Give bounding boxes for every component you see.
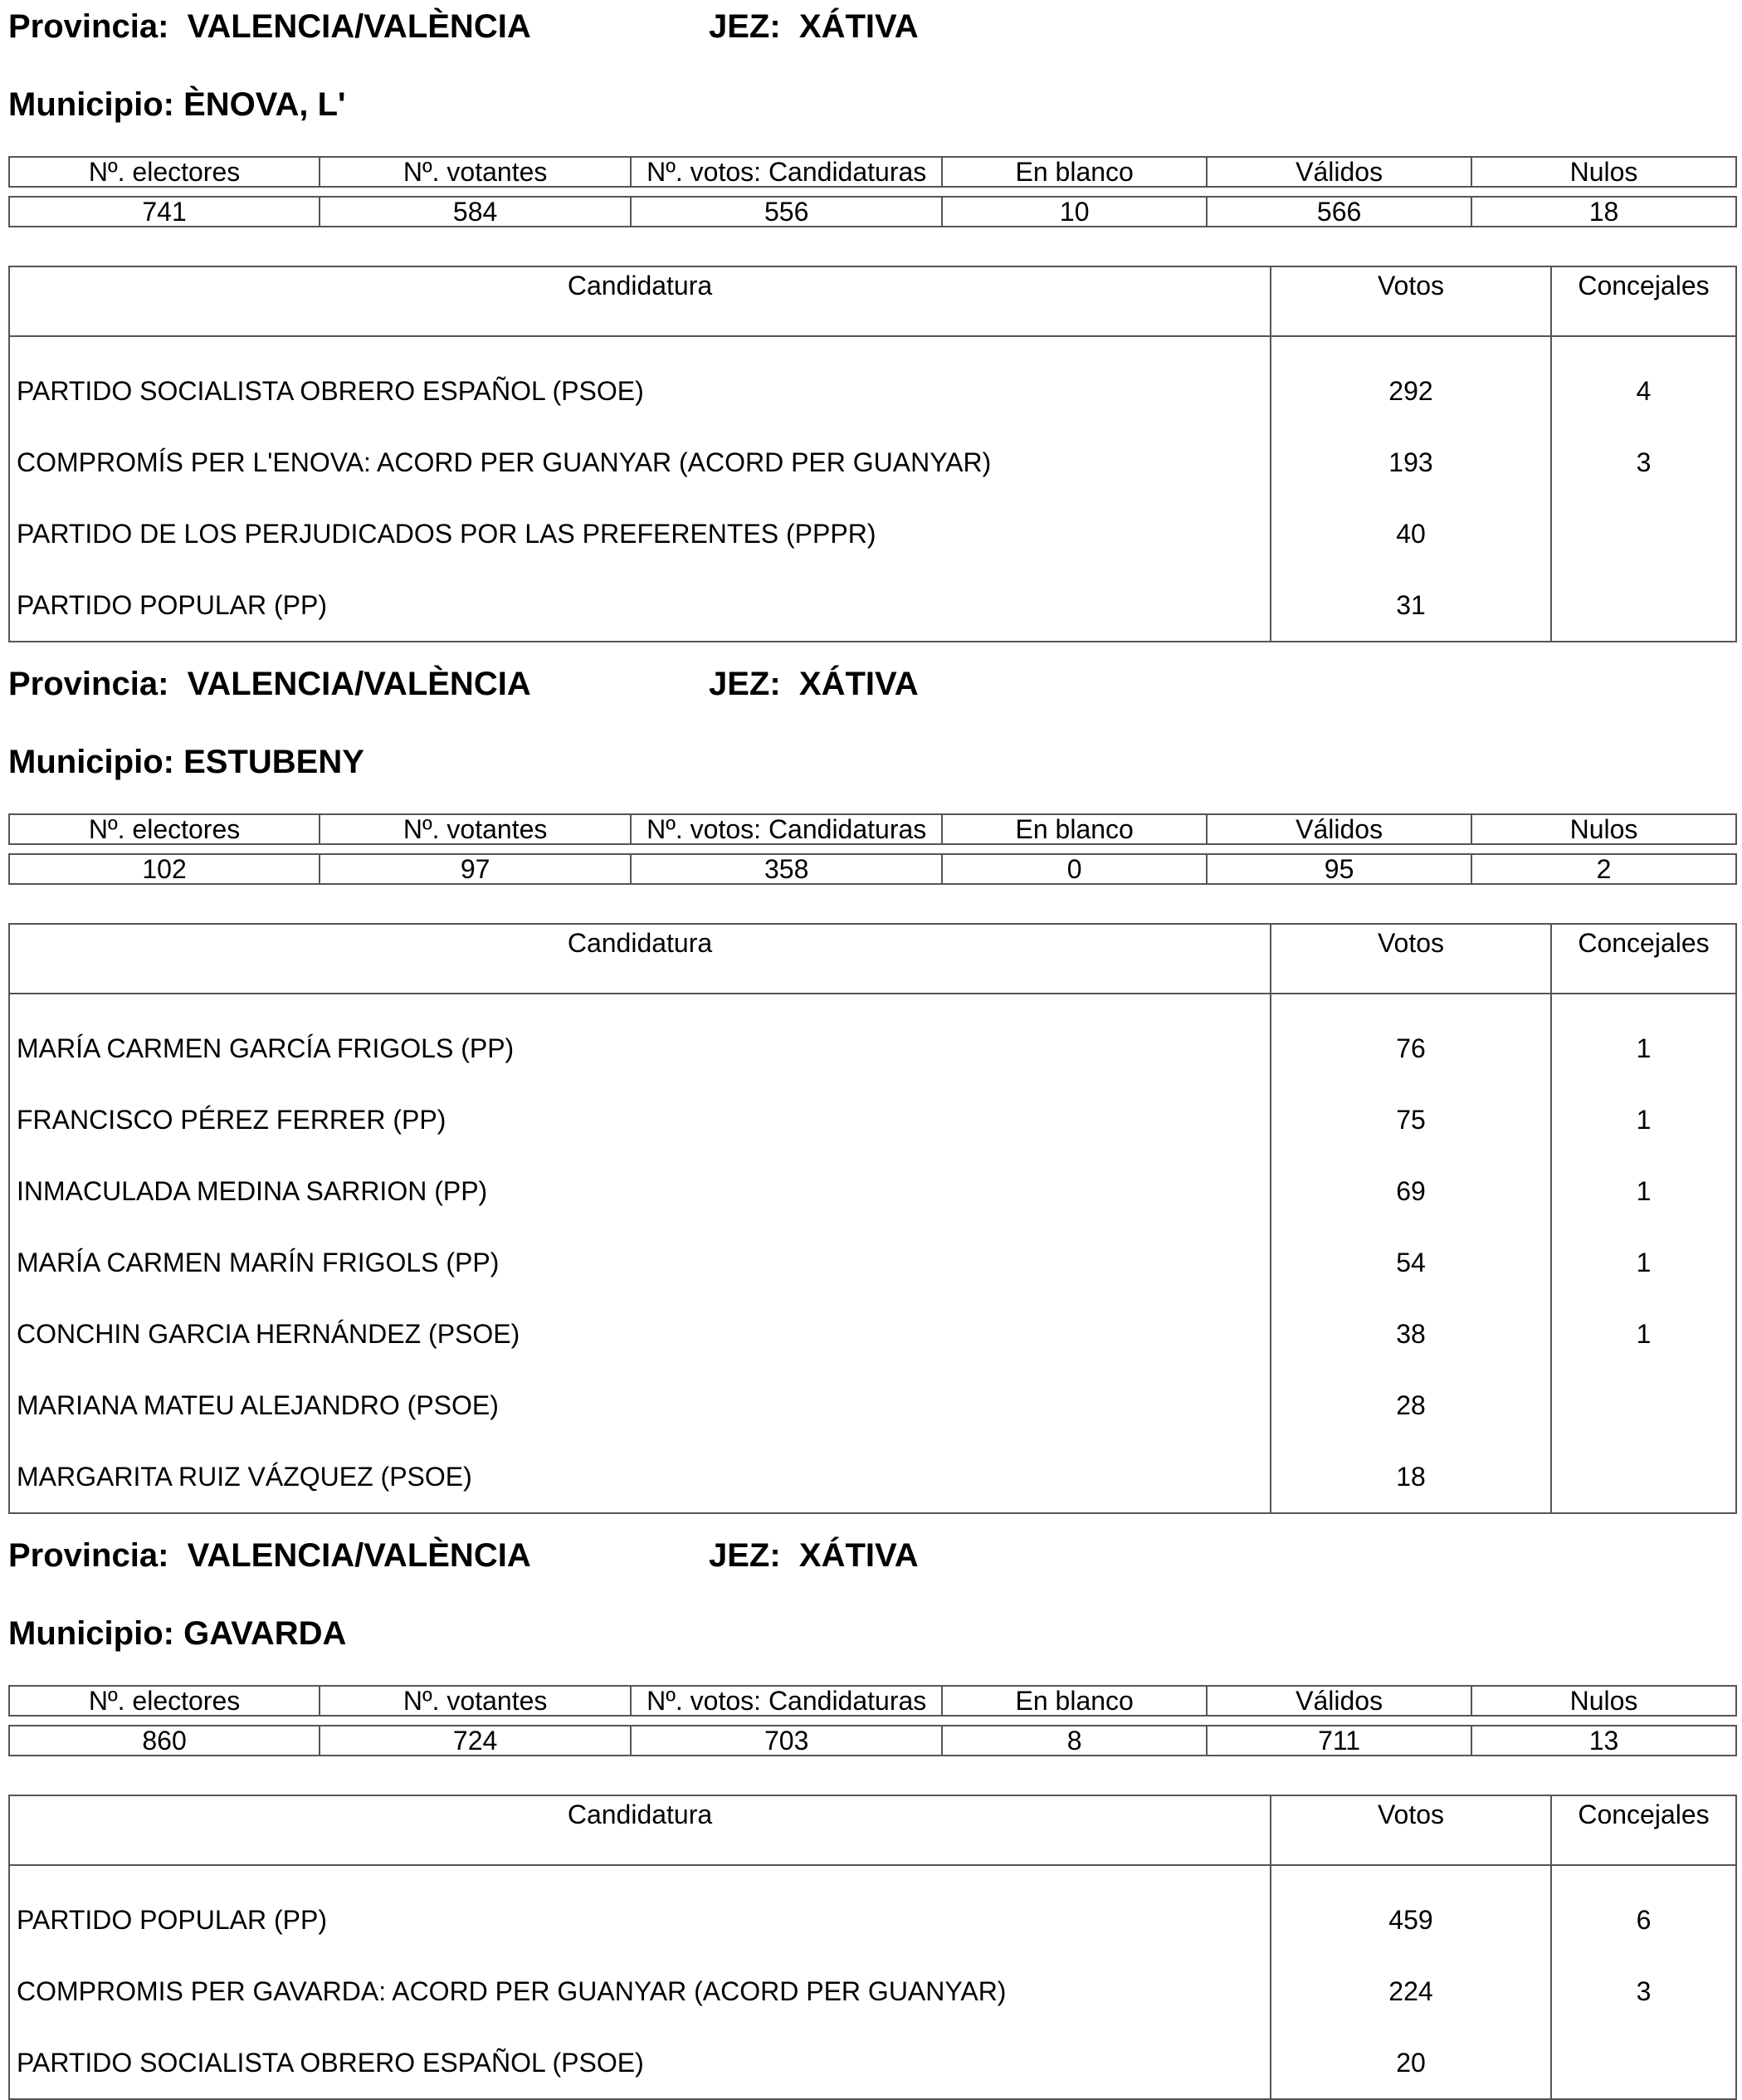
candidatura-votos: 31 [1396, 590, 1426, 620]
header-concejales: Concejales [1550, 925, 1735, 993]
candidatura-votos: 75 [1396, 1105, 1426, 1135]
stats-value-cell: 2 [1471, 854, 1736, 884]
jez-label: JEZ: XÁTIVA [709, 666, 919, 702]
candidatura-concejales: 1 [1636, 1248, 1652, 1277]
candidatura-name: COMPROMÍS PER L'ENOVA: ACORD PER GUANYAR (ACORD PER GUANYAR) [17, 447, 992, 477]
candidatura-name: PARTIDO DE LOS PERJUDICADOS POR LAS PREFERENTES (PPPR) [17, 519, 876, 549]
candidatura-votos: 459 [1388, 1905, 1433, 1935]
stats-header-cell: Nº. votos: Candidaturas [631, 157, 942, 187]
candidatura-concejales: 1 [1636, 1319, 1652, 1349]
candidatura-votos: 38 [1396, 1319, 1426, 1349]
candidaturas-header-row [10, 925, 1735, 994]
stats-header-cell: Nulos [1471, 814, 1736, 844]
candidatura-votos: 20 [1396, 2048, 1426, 2078]
candidatura-concejales [1552, 569, 1735, 641]
stats-value-cell: 13 [1471, 1726, 1736, 1756]
stats-value-cell: 8 [942, 1726, 1207, 1756]
municipio-heading: Municipio: ÈNOVA, L' [8, 86, 346, 123]
stats-value-cell: 860 [9, 1726, 320, 1756]
stats-header-cell: En blanco [942, 814, 1207, 844]
candidatura-name: MARIANA MATEU ALEJANDRO (PSOE) [17, 1390, 499, 1420]
candidatura-name: FRANCISCO PÉREZ FERRER (PP) [17, 1105, 446, 1135]
candidatura-concejales [1552, 2027, 1735, 2098]
stats-header-cell: Nº. electores [9, 814, 320, 844]
stats-header-cell: Nº. electores [9, 157, 320, 187]
stats-table [8, 813, 1737, 885]
candidatura-votos: 292 [1388, 376, 1433, 406]
candidatura-name: INMACULADA MEDINA SARRION (PP) [17, 1176, 488, 1206]
candidatura-name: PARTIDO SOCIALISTA OBRERO ESPAÑOL (PSOE) [17, 376, 644, 406]
provincia-heading [8, 7, 919, 46]
stats-value-cell: 358 [631, 854, 942, 884]
candidatura-name: MARÍA CARMEN GARCÍA FRIGOLS (PP) [17, 1033, 515, 1063]
municipio-heading: Municipio: ESTUBENY [8, 744, 364, 780]
provincia-heading [8, 1536, 919, 1575]
candidatura-votos: 69 [1396, 1176, 1426, 1206]
header-concejales: Concejales [1550, 267, 1735, 335]
candidatura-votos: 224 [1388, 1976, 1433, 2006]
candidatura-concejales: 1 [1636, 1176, 1652, 1206]
stats-header-cell: Nº. votantes [320, 157, 631, 187]
stats-value-cell: 10 [942, 197, 1207, 227]
stats-table [8, 1685, 1737, 1756]
provincia-label: Provincia: VALENCIA/VALÈNCIA [8, 8, 531, 45]
stats-header-cell: En blanco [942, 157, 1207, 187]
stats-header-cell: Nº. votos: Candidaturas [631, 814, 942, 844]
candidatura-concejales: 3 [1636, 1976, 1652, 2006]
header-votos: Votos [1270, 267, 1550, 335]
candidatura-concejales: 3 [1636, 447, 1652, 477]
stats-table [8, 156, 1737, 227]
candidatura-votos: 54 [1396, 1248, 1426, 1277]
stats-header-cell: Nº. votantes [320, 1686, 631, 1716]
candidatura-name: MARGARITA RUIZ VÁZQUEZ (PSOE) [17, 1462, 472, 1492]
candidatura-concejales: 4 [1636, 376, 1652, 406]
candidatura-votos: 18 [1396, 1462, 1426, 1492]
header-candidatura: Candidatura [567, 1800, 713, 1829]
stats-value-cell: 97 [320, 854, 631, 884]
header-concejales: Concejales [1550, 1796, 1735, 1864]
stats-value-cell: 703 [631, 1726, 942, 1756]
candidatura-votos: 40 [1396, 519, 1426, 549]
candidaturas-table [8, 1795, 1737, 2100]
candidatura-votos: 76 [1396, 1033, 1426, 1063]
stats-header-cell: Nulos [1471, 1686, 1736, 1716]
header-candidatura: Candidatura [567, 928, 713, 958]
provincia-heading [8, 664, 919, 704]
stats-value-cell: 566 [1207, 197, 1471, 227]
stats-header-cell: Válidos [1207, 157, 1471, 187]
candidatura-name: MARÍA CARMEN MARÍN FRIGOLS (PP) [17, 1248, 500, 1277]
candidaturas-table [8, 923, 1737, 1514]
header-candidatura: Candidatura [567, 271, 713, 300]
stats-value-cell: 724 [320, 1726, 631, 1756]
stats-value-cell: 0 [942, 854, 1207, 884]
candidatura-name: CONCHIN GARCIA HERNÁNDEZ (PSOE) [17, 1319, 520, 1349]
candidatura-concejales: 6 [1636, 1905, 1652, 1935]
candidaturas-table [8, 266, 1737, 642]
stats-value-cell: 584 [320, 197, 631, 227]
stats-header-cell: Nº. electores [9, 1686, 320, 1716]
candidatura-votos: 193 [1388, 447, 1433, 477]
candidatura-name: PARTIDO POPULAR (PP) [17, 590, 327, 620]
candidatura-concejales [1552, 1370, 1735, 1441]
candidatura-concejales [1552, 498, 1735, 569]
stats-value-cell: 741 [9, 197, 320, 227]
candidatura-name: PARTIDO SOCIALISTA OBRERO ESPAÑOL (PSOE) [17, 2048, 644, 2078]
stats-header-cell: Válidos [1207, 814, 1471, 844]
municipio-heading: Municipio: GAVARDA [8, 1615, 347, 1652]
provincia-label: Provincia: VALENCIA/VALÈNCIA [8, 1537, 531, 1574]
stats-header-cell: Nulos [1471, 157, 1736, 187]
stats-header-cell: Nº. votantes [320, 814, 631, 844]
candidatura-concejales [1552, 1441, 1735, 1512]
header-votos: Votos [1270, 1796, 1550, 1864]
stats-value-cell: 95 [1207, 854, 1471, 884]
stats-value-cell: 102 [9, 854, 320, 884]
stats-header-cell: En blanco [942, 1686, 1207, 1716]
jez-label: JEZ: XÁTIVA [709, 1537, 919, 1574]
candidaturas-header-row [10, 267, 1735, 337]
stats-header-cell: Válidos [1207, 1686, 1471, 1716]
stats-value-cell: 556 [631, 197, 942, 227]
candidatura-concejales: 1 [1636, 1033, 1652, 1063]
candidatura-concejales: 1 [1636, 1105, 1652, 1135]
candidatura-name: COMPROMIS PER GAVARDA: ACORD PER GUANYAR (ACORD PER GUANYAR) [17, 1976, 1007, 2006]
provincia-label: Provincia: VALENCIA/VALÈNCIA [8, 666, 531, 702]
candidatura-name: PARTIDO POPULAR (PP) [17, 1905, 327, 1935]
stats-value-cell: 711 [1207, 1726, 1471, 1756]
stats-header-cell: Nº. votos: Candidaturas [631, 1686, 942, 1716]
candidaturas-header-row [10, 1796, 1735, 1866]
jez-label: JEZ: XÁTIVA [709, 8, 919, 45]
stats-value-cell: 18 [1471, 197, 1736, 227]
header-votos: Votos [1270, 925, 1550, 993]
candidatura-votos: 28 [1396, 1390, 1426, 1420]
